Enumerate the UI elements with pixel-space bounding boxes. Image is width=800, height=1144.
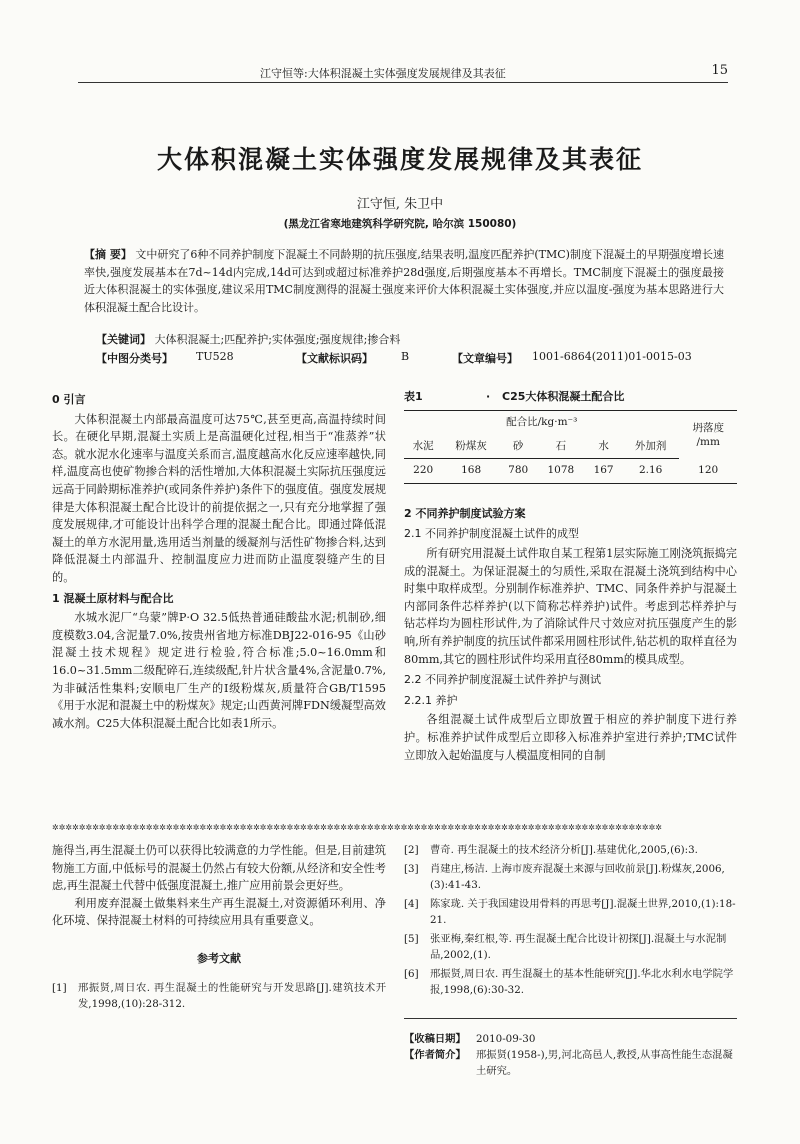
- article-metadata: [404, 1018, 737, 1079]
- section-2-2-1-heading: 2.2.1 养护: [404, 693, 458, 707]
- table-col-header: 水泥: [404, 435, 442, 459]
- author-bio: 【作者简介】 邢振贤(1958-),男,河北高邑人,教授,从事高性能生态混凝土研究。: [404, 1049, 733, 1077]
- right-column: [404, 388, 737, 764]
- table-group-header: 配合比/kg·m⁻³: [404, 411, 679, 435]
- section-0-paragraph: 大体积混凝土内部最高温度可达75℃,甚至更高,高温持续时间长。在硬化早期,混凝土实质上是高温硬化过程,相当于“准蒸养”状态。就水泥水化速率与温度关系而言,温度越高水化反应速率越快,同样,温度高也使矿物掺合料的活性增加,大体积混凝土实际抗压强度远远高于同龄期标准养护(或同条件养护)条件下的强度值。强度发展规律是大体积混凝土配合比设计的前提依据之一,只有充分地掌握了强度发展规律,才可能设计出科学合理的混凝土配合比。即通过降低混凝土的单方水泥用量,选用适当剂量的缓凝剂与活性矿物掺合料,达到降低混凝土内部温升、控制温度应力进而防止温度裂缝产生的目的。: [52, 412, 386, 584]
- reference-item: [6] 邢振贤,周日农. 再生混凝土的基本性能研究[J].华北水利水电学院学报,1998,(6):30-32.: [404, 968, 734, 996]
- table-label: 表1: [404, 390, 423, 403]
- article-number-label: 【文章编号】: [452, 352, 518, 365]
- paper-title: 大体积混凝土实体强度发展规律及其表征: [156, 145, 643, 174]
- table-cell: 780: [500, 459, 537, 484]
- references-heading: 参考文献: [197, 951, 241, 965]
- previous-article-paragraph: 施得当,再生混凝土仍可以获得比较满意的力学性能。但是,目前建筑物施工方面,中低标号的混凝土仍然占有较大份额,从经济和安全性考虑,再生混凝土代替中低强度混凝土,推广应用前景会更好些。: [52, 844, 386, 893]
- table-cell: 120: [679, 459, 737, 484]
- article-divider: ✲✲✲✲✲✲✲✲✲✲✲✲✲✲✲✲✲✲✲✲✲✲✲✲✲✲✲✲✲✲✲✲✲✲✲✲✲✲✲✲✲✲✲✲✲✲✲✲✲✲✲✲✲✲✲✲✲✲✲✲✲✲✲✲✲✲✲✲✲✲✲✲✲✲✲✲✲✲✲✲✲✲✲✲✲✲✲✲✲✲✲: [52, 823, 662, 832]
- table-bullet: ·: [486, 390, 491, 403]
- reference-item: [4] 陈家珑. 关于我国建设用骨料的再思考[J].混凝土世界,2010,(1):18-21.: [404, 898, 736, 926]
- received-date: 【收稿日期】 2010-09-30: [404, 1033, 536, 1045]
- previous-article-paragraph: 利用废弃混凝土做集料来生产再生混凝土,对资源循环利用、净化环境、保持混凝土材料的可持续应用具有重要意义。: [52, 896, 386, 928]
- section-1-paragraph: 水城水泥厂“乌蒙”牌P·O 32.5低热普通硅酸盐水泥;机制砂,细度模数3.04,含泥量7.0%,按贵州省地方标准DBJ22-016-95《山砂混凝土技术规程》规定进行检验,符合标准;5.0~16.0mm和16.0~31.5mm二级配碎石,连续级配,针片状含量4%,含泥量0.7%,为非碱活性集料;安顺电厂生产的Ⅰ级粉煤灰,质量符合GB/T1595《用于水泥和混凝土中的粉煤灰》规定;山西黄河牌FDN缓凝型高效减水剂。C25大体积混凝土配合比如表1所示。: [52, 611, 386, 730]
- classification-line: [96, 350, 736, 366]
- section-2-2-heading: 2.2 不同养护制度混凝土试件养护与测试: [404, 673, 601, 687]
- left-column: [52, 388, 386, 732]
- table-cell: 168: [442, 459, 500, 484]
- abstract: [84, 246, 724, 316]
- table-col-header: 水: [585, 435, 622, 459]
- keywords-label: 【关键词】: [96, 333, 151, 346]
- section-2-2-1-paragraph: 各组混凝土试件成型后立即放置于相应的养护制度下进行养护。标准养护试件成型后立即移入标准养护室进行养护;TMC试件立即放入起始温度与人模温度相同的自制: [404, 713, 737, 762]
- section-2-1-paragraph: 所有研究用混凝土试件取自某工程第1层实际施工刚浇筑振捣完成的混凝土。为保证混凝土的匀质性,采取在混凝土浇筑到结构中心时集中取样成型。分别制作标准养护、TMC、同条件养护与混凝土内部同条件芯样养护(以下简称芯样养护)试件。考虑到芯样养护与钻芯样均为圆柱形试件,为了消除试件尺寸效应对抗压强度产生的影响,所有养护制度的抗压试件都采用圆柱形试件,钻芯机的取样直径为80mm,其它的圆柱形试件均采用直径80mm的模具成型。: [404, 546, 737, 666]
- section-2-1-heading: 2.1 不同养护制度混凝土试件的成型: [404, 527, 579, 541]
- table-cell: 1078: [536, 459, 585, 484]
- authors: 江守恒, 朱卫中: [356, 197, 444, 212]
- table-slump-header: 坍落度 /mm: [679, 411, 737, 459]
- section-1-heading: 1 混凝土原材料与配合比: [52, 591, 174, 605]
- previous-article-left: [52, 842, 386, 1015]
- table-col-header: 粉煤灰: [442, 435, 500, 459]
- table-col-header: 砂: [500, 435, 537, 459]
- table-cell: 220: [404, 459, 442, 484]
- mix-proportion-table: [404, 410, 737, 484]
- doc-code-value: B: [401, 350, 410, 363]
- section-2-heading: 2 不同养护制度试验方案: [404, 506, 526, 520]
- references-list: [404, 842, 737, 1001]
- table-title: C25大体积混凝土配合比: [502, 390, 625, 403]
- running-header: [78, 60, 728, 83]
- reference-item: [3] 肖建庄,杨洁. 上海市废弃混凝土来源与回收前景[J].粉煤灰,2006,(3):41-43.: [404, 863, 725, 891]
- reference-item: [2] 曹奇. 再生混凝土的技术经济分析[J].基建优化,2005,(6):3.: [404, 844, 698, 856]
- reference-item: [5] 张亚梅,秦红根,等. 再生混凝土配合比设计初探[J].混凝土与水泥制品,2002,(1).: [404, 933, 727, 961]
- clc-label: 【中图分类号】: [96, 352, 173, 365]
- section-0-heading: 0 引言: [52, 393, 86, 406]
- table-row: [404, 459, 737, 484]
- article-number-value: 1001-6864(2011)01-0015-03: [532, 350, 692, 363]
- abstract-text: 文中研究了6种不同养护制度下混凝土不同龄期的抗压强度,结果表明,温度匹配养护(TMC)制度下混凝土的早期强度增长速率快,强度发展基本在7d~14d内完成,14d可达到或超过标准养护28d强度,后期强度基本不再增长。TMC制度下混凝土的强度最接近大体积混凝土的实体强度,建议采用TMC制度测得的混凝土强度来评价大体积混凝土实体强度,并应以温度-强度为基本思路进行大体积混凝土配合比设计。: [84, 248, 724, 314]
- reference-item: [1] 邢振贤,周日农. 再生混凝土的性能研究与开发思路[J].建筑技术开发,1998,(10):28-312.: [52, 981, 386, 1010]
- table-cell: 167: [585, 459, 622, 484]
- table-col-header: 外加剂: [622, 435, 680, 459]
- running-title: 江守恒等:大体积混凝土实体强度发展规律及其表征: [260, 67, 506, 80]
- table-col-header: 石: [536, 435, 585, 459]
- table-caption: [404, 388, 737, 406]
- keywords: [96, 331, 736, 347]
- doc-code-label: 【文献标识码】: [296, 352, 373, 365]
- page-number: 15: [711, 63, 728, 78]
- affiliation: (黑龙江省寒地建筑科学研究院, 哈尔滨 150080): [283, 218, 517, 230]
- abstract-label: 【摘 要】: [84, 248, 132, 261]
- keywords-text: 大体积混凝土;匹配养护;实体强度;强度规律;掺合料: [154, 333, 401, 346]
- clc-value: TU528: [196, 350, 234, 363]
- table-cell: 2.16: [622, 459, 680, 484]
